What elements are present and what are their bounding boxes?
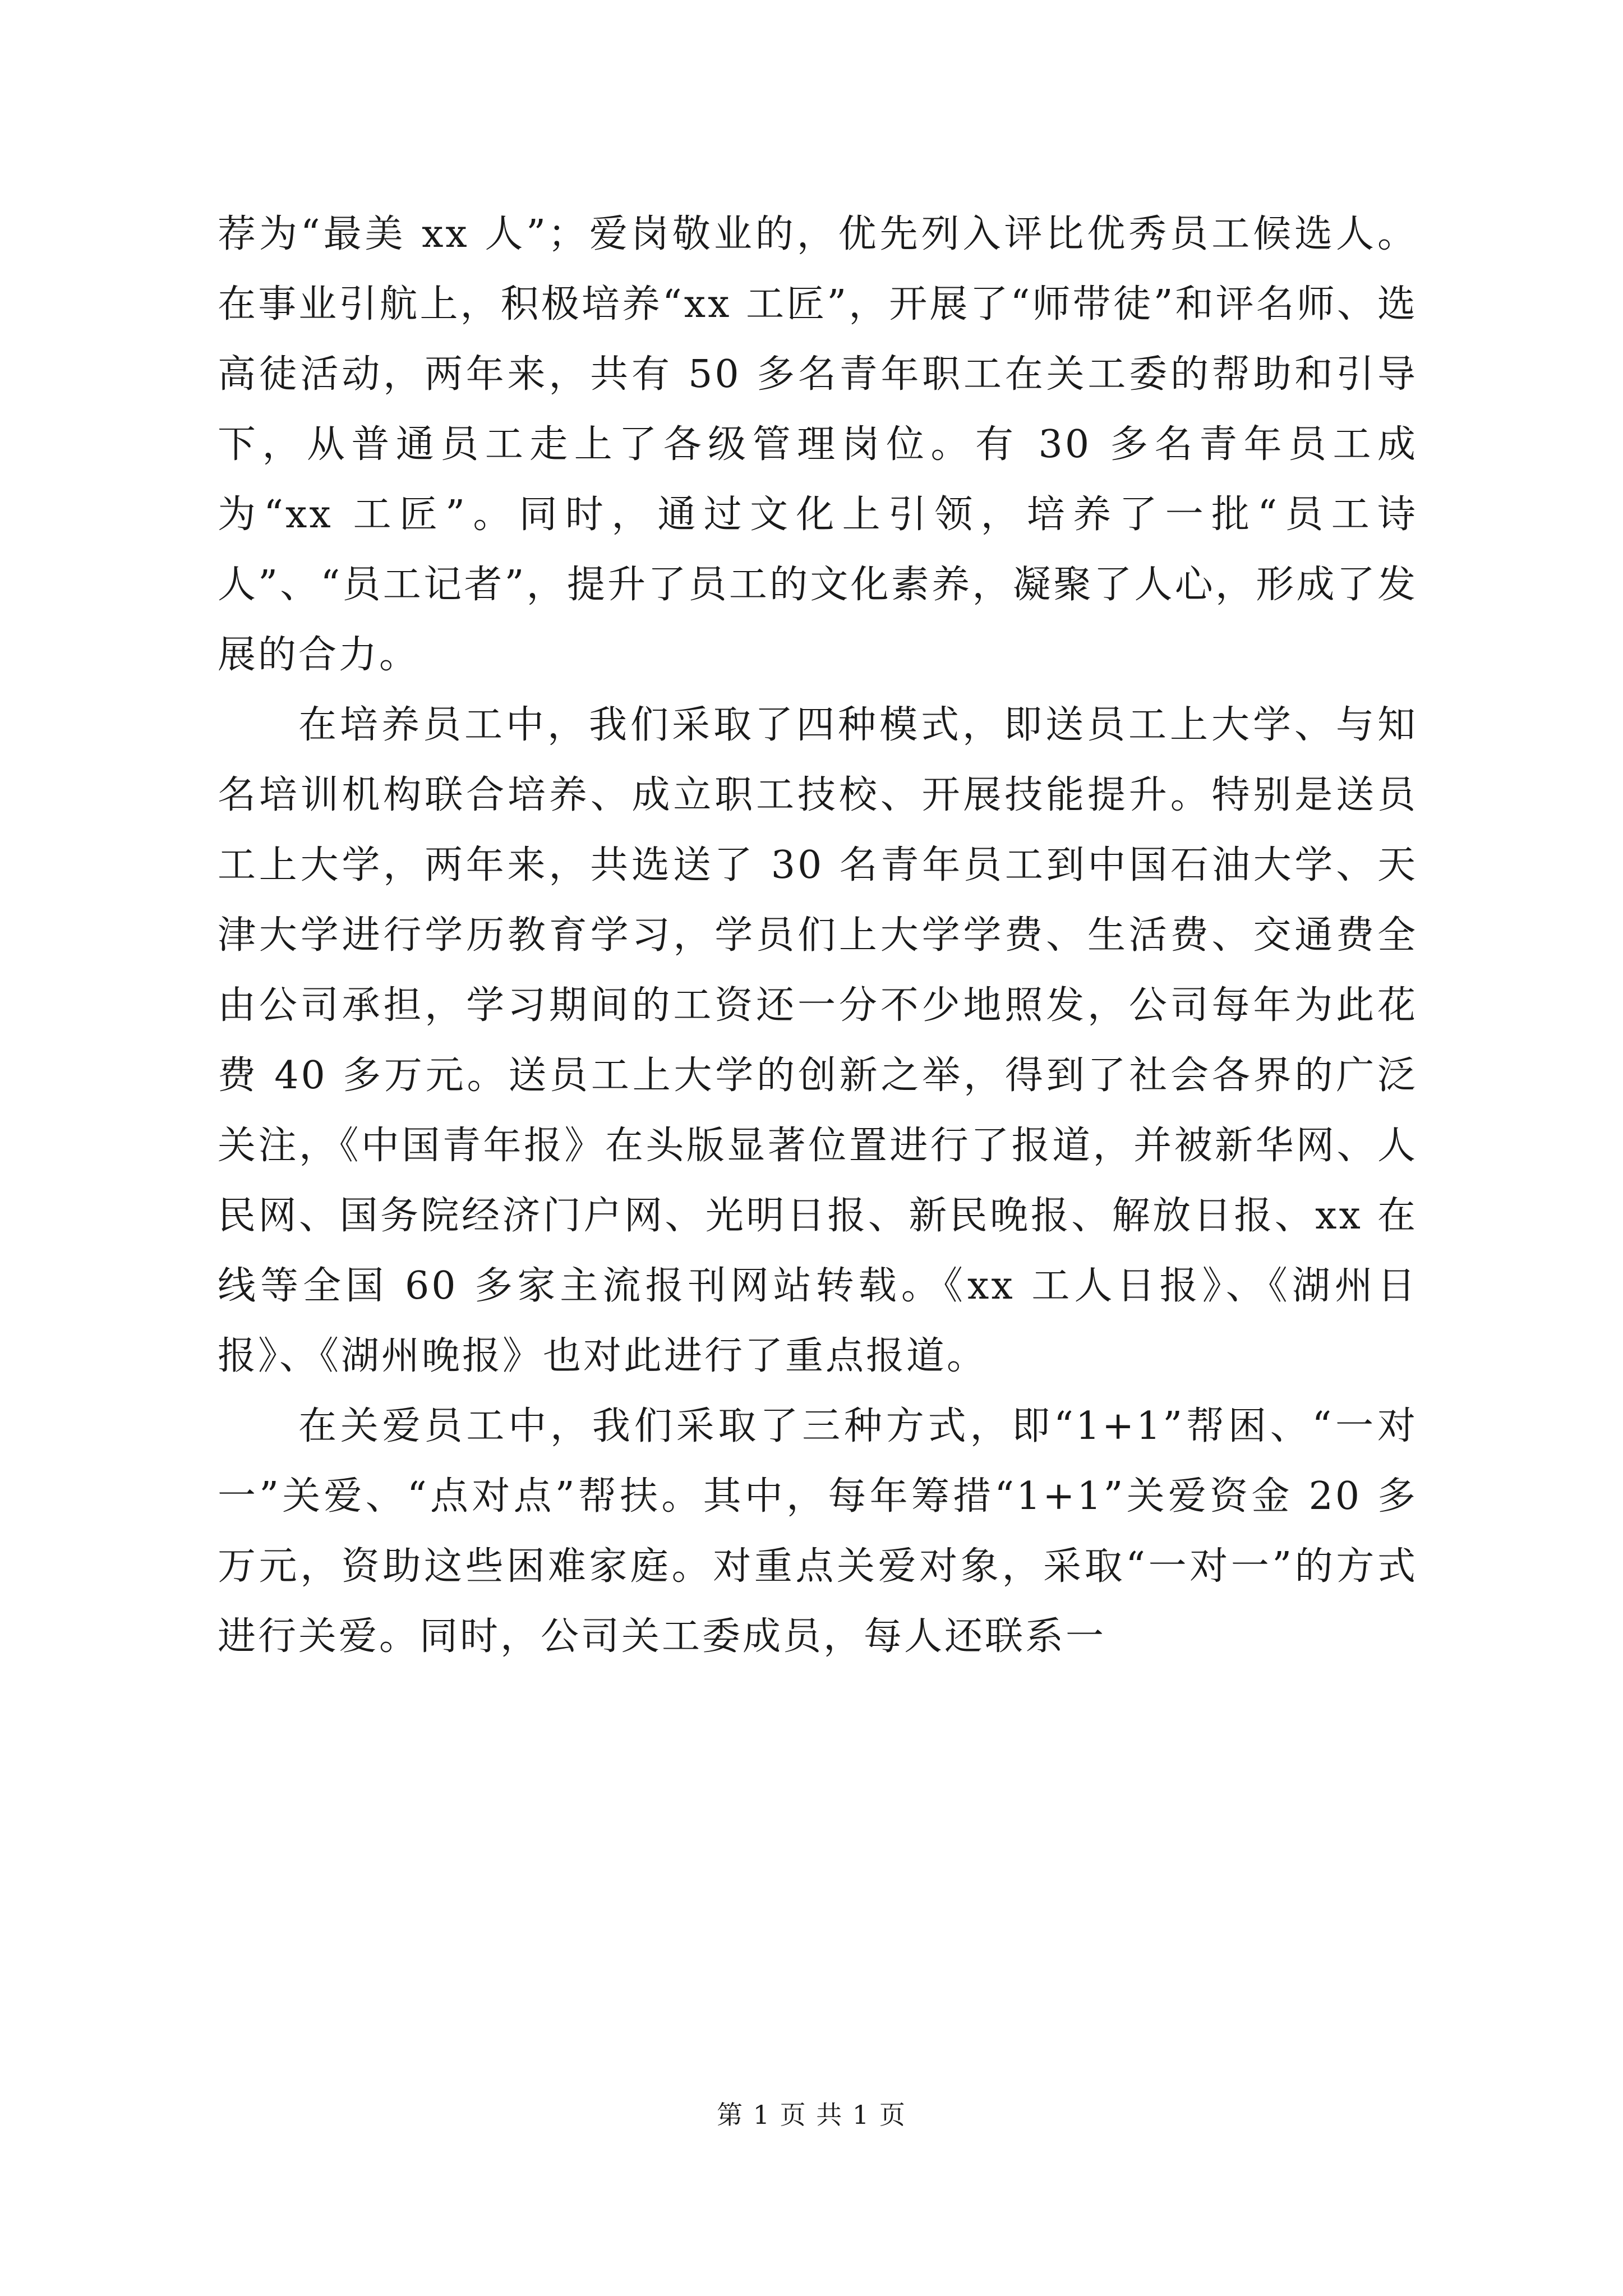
paragraph-2: 在培养员工中，我们采取了四种模式，即送员工上大学、与知名培训机构联合培养、成立职工技校、开展技能提升。特别是送员工上大学，两年来，共选送了 30 名青年员工到中国石油大学、天津大学进行学历教育学习，学员们上大学学费、生活费、交通费全由公司承担，学习期间的工资还一分不少地照发，公司每年为此花费 40 多万元。送员工上大学的创新之举，得到了社会各界的广泛关注，《中国青年报》在头版显著位置进行了报道，并被新华网、人民网、国务院经济门户网、光明日报、新民晚报、解放日报、xx 在线等全国 60 多家主流报刊网站转载。《xx 工人日报》、《湖州日报》、《湖州晚报》也对此进行了重点报道。 bbox=[218, 703, 1418, 1378]
document-body bbox=[218, 199, 1418, 1672]
paragraph-1: 荐为“最美 xx 人”；爱岗敬业的，优先列入评比优秀员工候选人。在事业引航上，积极培养“xx 工匠”，开展了“师带徒”和评名师、选高徒活动，两年来，共有 50 多名青年职工在关工委的帮助和引导下，从普通员工走上了各级管理岗位。有 30 多名青年员工成为“xx 工匠”。同时，通过文化上引领，培养了一批“员工诗人”、“员工记者”，提升了员工的文化素养，凝聚了人心，形成了发展的合力。 bbox=[218, 212, 1418, 677]
paragraph-3: 在关爱员工中，我们采取了三种方式，即“1+1”帮困、“一对一”关爱、“点对点”帮扶。其中，每年筹措“1+1”关爱资金 20 多万元，资助这些困难家庭。对重点关爱对象，采取“一对一”的方式进行关爱。同时，公司关工委成员，每人还联系一 bbox=[218, 1404, 1418, 1659]
page-footer: 第 1 页 共 1 页 bbox=[717, 2100, 906, 2130]
